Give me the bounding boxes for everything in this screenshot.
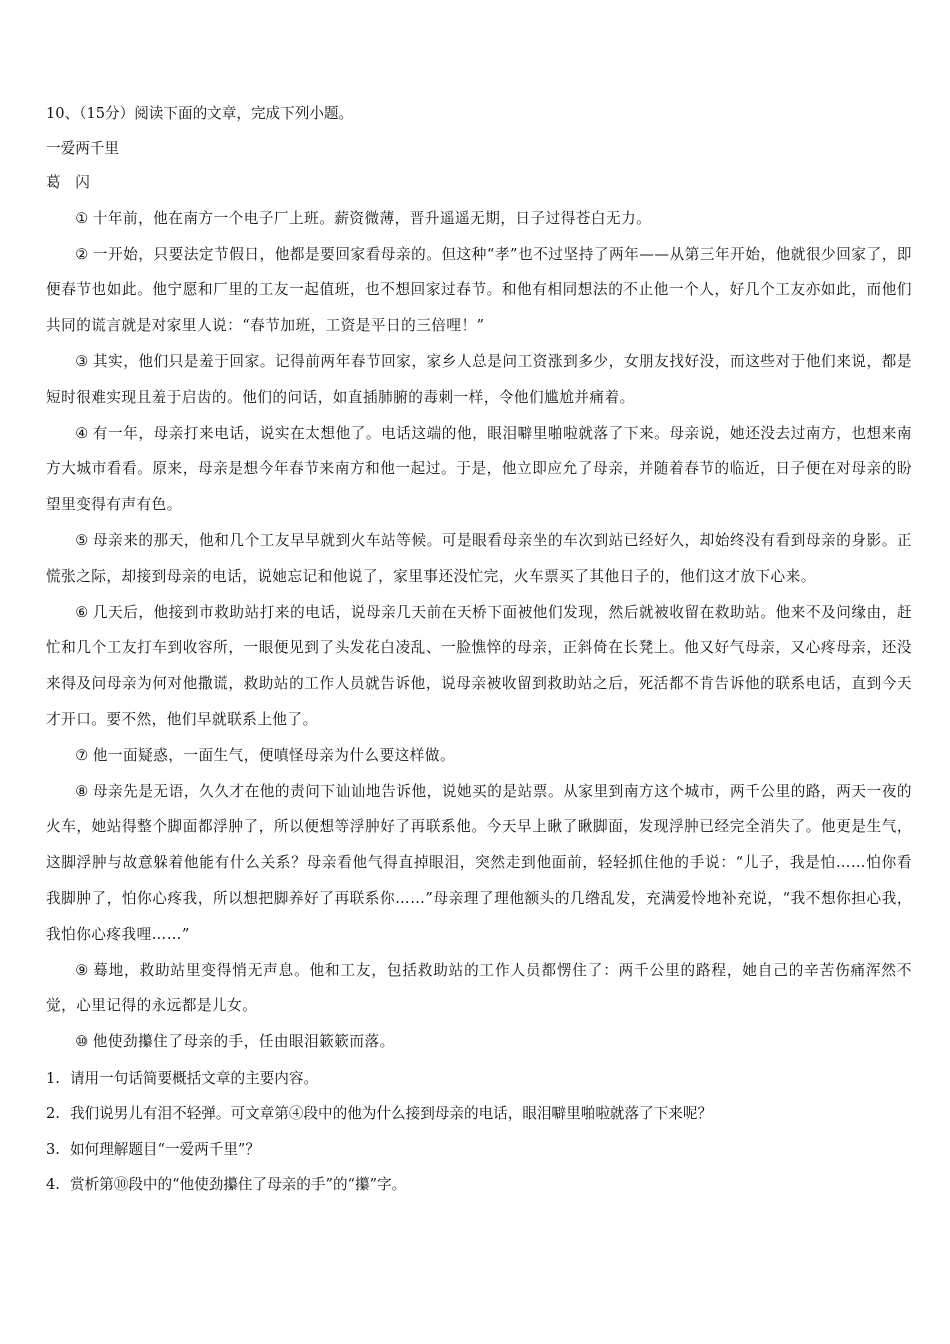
paragraph-number: ③ [75,352,89,370]
question-item-2 [46,1096,912,1131]
question-item-1 [46,1061,912,1096]
question-text: 赏析第⑩段中的“他使劲攥住了母亲的手”的“攥”字。 [69,1175,407,1193]
paragraph-number: ⑧ [75,782,89,800]
paragraph-text: 几天后，他接到市救助站打来的电话，说母亲几天前在天桥下面被他们发现，然后就被收留在救助站。他来不及问缘由，赶忙和几个工友打车到收容所，一眼便见到了头发花白凌乱、一脸憔悴的母亲，正斜倚在长凳上。他又好气母亲，又心疼母亲，还没来得及问母亲为何对他撒谎，救助站的工作人员就告诉他，说母亲被收留到救助站之后，死活都不肯告诉他的联系电话，直到今天才开口。要不然，他们早就联系上他了。 [46,603,912,728]
paragraph-text: 母亲来的那天，他和几个工友早早就到火车站等候。可是眼看母亲坐的车次到站已经好久，却始终没有看到母亲的身影。正慌张之际，却接到母亲的电话，说她忘记和他说了，家里事还没忙完，火车票买了其他日子的，他们这才放下心来。 [46,531,912,585]
paragraph-text: 母亲先是无语，久久才在他的责问下讪讪地告诉他，说她买的是站票。从家里到南方这个城市，两千公里的路，两天一夜的火车，她站得整个脚面都浮肿了，所以便想等浮肿好了再联系他。今天早上瞅了瞅脚面，发现浮肿已经完全消失了。他更是生气，这脚浮肿与故意躲着他能有什么关系？母亲看他气得直掉眼泪，突然走到他面前，轻轻抓住他的手说：“儿子，我是怕……怕你看我脚肿了，怕你心疼我，所以想把脚养好了再联系你……”母亲理了理他额头的几绺乱发，充满爱怜地补充说，“我不想你担心我，我怕你心疼我哩……” [46,782,912,943]
question-text: 如何理解题目“一爱两千里”？ [69,1140,260,1158]
question-text: 请用一句话简要概括文章的主要内容。 [69,1069,319,1087]
paragraph-number: ⑥ [75,603,89,621]
paragraph-10 [46,1024,912,1060]
paragraph-text: 一开始，只要法定节假日，他都是要回家看母亲的。但这种“孝”也不过坚持了两年——从第三年开始，他就很少回家了，即便春节也如此。他宁愿和厂里的工友一起值班，也不想回家过春节。和他有相同想法的不止他一个人，好几个工友亦如此，而他们共同的谎言就是对家里人说：“春节加班，工资是平日的三倍哩！” [46,245,912,335]
question-list [46,1061,912,1202]
paragraph-1 [46,201,912,237]
document-page [46,97,912,1202]
question-intro: 10、（15分）阅读下面的文章，完成下列小题。 [46,105,354,122]
paragraph-text: 他一面疑惑，一面生气，便嗔怪母亲为什么要这样做。 [92,746,456,764]
paragraph-2 [46,237,912,344]
paragraph-number: ⑤ [75,531,89,549]
question-text: 我们说男儿有泪不轻弹。可文章第④段中的他为什么接到母亲的电话，眼泪噼里啪啦就落了下来呢？ [69,1105,713,1123]
question-item-3 [46,1132,912,1167]
question-number: 3. [46,1140,60,1158]
paragraph-number: ④ [75,424,89,442]
paragraph-number: ⑨ [75,961,90,979]
paragraph-text: 蓦地，救助站里变得悄无声息。他和工友，包括救助站的工作人员都愣住了：两千公里的路程，她自己的辛苦伤痛浑然不觉，心里记得的永远都是儿女。 [46,961,912,1015]
paragraph-number: ⑩ [75,1033,89,1051]
paragraph-number: ⑦ [75,746,89,764]
paragraph-text: 他使劲攥住了母亲的手，任由眼泪簌簌而落。 [92,1033,395,1051]
paragraph-8 [46,774,912,953]
article-author: 葛 闪 [46,174,90,192]
article-title: 一爱两千里 [46,139,119,157]
paragraph-4 [46,416,912,523]
paragraph-3 [46,344,912,416]
paragraph-text: 有一年，母亲打来电话，说实在太想他了。电话这端的他，眼泪噼里啪啦就落了下来。母亲说，她还没去过南方，也想来南方大城市看看。原来，母亲是想今年春节来南方和他一起过。于是，他立即应允了母亲，并随着春节的临近，日子便在对母亲的盼望里变得有声有色。 [46,424,912,514]
paragraph-6 [46,595,912,738]
question-item-4 [46,1167,912,1202]
paragraph-text: 十年前，他在南方一个电子厂上班。薪资微薄，晋升遥遥无期，日子过得苍白无力。 [92,209,652,227]
paragraph-9 [46,953,912,1025]
question-number: 1. [46,1069,60,1087]
paragraph-number: ① [75,209,89,227]
article-body [46,201,912,1060]
question-number: 4. [46,1175,60,1193]
paragraph-number: ② [75,245,89,263]
paragraph-5 [46,523,912,595]
paragraph-text: 其实，他们只是羞于回家。记得前两年春节回家，家乡人总是问工资涨到多少，女朋友找好没，而这些对于他们来说，都是短时很难实现且羞于启齿的。他们的问话，如直插肺腑的毒刺一样，令他们尴尬并痛着。 [46,352,912,406]
question-number: 2. [46,1105,60,1123]
paragraph-7 [46,738,912,774]
